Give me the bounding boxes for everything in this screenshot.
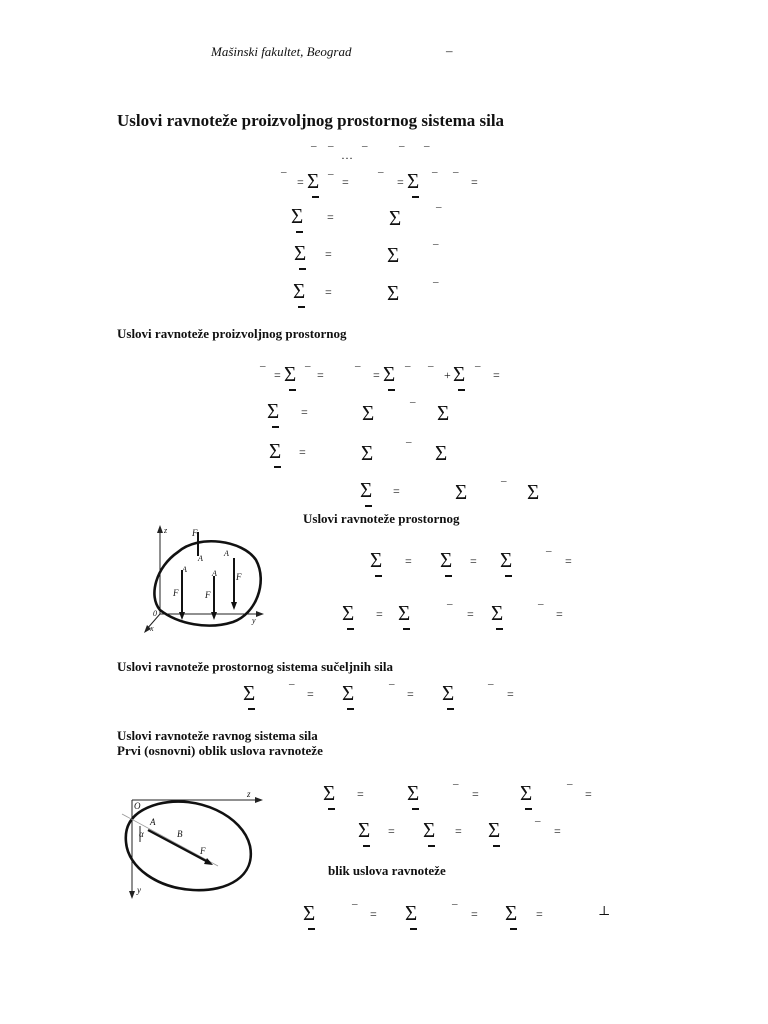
sum-sign: Σ	[362, 401, 375, 425]
parallel-forces-figure	[138, 522, 268, 637]
ellipsis: …	[341, 148, 353, 162]
eq-sign: =	[317, 368, 324, 382]
sum-sign: Σ	[267, 399, 280, 423]
point-label: B	[177, 829, 183, 839]
section-heading: Uslovi ravnoteže prostornog sistema sučeljnih sila	[117, 659, 393, 674]
sum-sign: Σ	[442, 681, 455, 705]
overbar: –	[410, 396, 416, 408]
sum-sign: Σ	[491, 601, 504, 625]
eq-sign: =	[472, 787, 479, 801]
point-label: A	[198, 554, 203, 563]
eq-sign: =	[397, 175, 404, 189]
section-heading: Prvi (osnovni) oblik uslova ravnoteže	[117, 743, 323, 758]
eq-sign: =	[357, 787, 364, 801]
eq-sign: =	[507, 687, 514, 701]
axis-z-label: z	[164, 526, 168, 535]
sum-sign: Σ	[342, 601, 355, 625]
overbar: –	[305, 360, 311, 372]
eq-sign: =	[393, 484, 400, 498]
overbar: –	[452, 898, 458, 910]
eq-sign: =	[455, 824, 462, 838]
sum-sign: Σ	[488, 818, 501, 842]
section-heading: Uslovi ravnoteže proizvoljnog prostornog	[117, 326, 347, 341]
sum-sign: Σ	[455, 480, 468, 504]
sum-sign: Σ	[370, 548, 383, 572]
overbar: –	[535, 815, 541, 827]
eq-sign: =	[467, 607, 474, 621]
eq-sign: =	[325, 285, 332, 299]
overbar: –	[453, 166, 459, 178]
force-label: F	[236, 572, 242, 582]
sum-sign: Σ	[342, 681, 355, 705]
force-label: F	[192, 528, 198, 538]
sum-sign: Σ	[269, 439, 282, 463]
axis-z-label: z	[247, 789, 251, 799]
overbar: –	[405, 360, 411, 372]
eq-sign: =	[536, 907, 543, 921]
overbar: –	[475, 360, 481, 372]
overbar: –	[406, 436, 412, 448]
eq-sign: =	[470, 554, 477, 568]
sum-sign: Σ	[437, 401, 450, 425]
eq-sign: =	[556, 607, 563, 621]
overbar: –	[328, 140, 334, 152]
overbar: –	[260, 360, 266, 372]
eq-sign: =	[297, 175, 304, 189]
overbar: –	[362, 140, 368, 152]
force-label: F	[200, 846, 206, 856]
eq-sign: =	[554, 824, 561, 838]
sum-sign: Σ	[505, 901, 518, 925]
sum-sign: Σ	[293, 279, 306, 303]
eq-sign: =	[299, 445, 306, 459]
eq-sign: =	[493, 368, 500, 382]
sum-sign: Σ	[405, 901, 418, 925]
origin-label: 0	[153, 609, 157, 618]
sum-sign: Σ	[398, 601, 411, 625]
origin-label: O	[134, 801, 141, 811]
eq-sign: =	[307, 687, 314, 701]
overbar: –	[567, 778, 573, 790]
sum-sign: Σ	[440, 548, 453, 572]
sum-sign: Σ	[453, 362, 466, 386]
overbar: –	[424, 140, 430, 152]
sum-sign: Σ	[307, 169, 320, 193]
overbar: –	[399, 140, 405, 152]
overbar: –	[378, 166, 384, 178]
overbar: –	[355, 360, 361, 372]
overbar: –	[501, 475, 507, 487]
sum-sign: Σ	[243, 681, 256, 705]
sum-sign: Σ	[423, 818, 436, 842]
page-title: Uslovi ravnoteže proizvoljnog prostornog sistema sila	[117, 111, 505, 130]
force-label: F	[205, 590, 211, 600]
angle-label: α	[139, 829, 144, 839]
overbar: –	[433, 238, 439, 250]
eq-sign: =	[370, 907, 377, 921]
eq-sign: =	[388, 824, 395, 838]
eq-sign: =	[471, 175, 478, 189]
sum-sign: Σ	[407, 169, 420, 193]
sum-sign: Σ	[527, 480, 540, 504]
sum-sign: Σ	[500, 548, 513, 572]
sum-sign: Σ	[407, 781, 420, 805]
plus-sign: +	[444, 368, 451, 382]
axis-x-label: x	[150, 624, 154, 633]
eq-sign: =	[471, 907, 478, 921]
eq-sign: =	[342, 175, 349, 189]
axis-y-label: y	[252, 616, 256, 625]
axis-y-label: y	[137, 885, 141, 895]
overbar: –	[328, 168, 334, 180]
eq-sign: =	[274, 368, 281, 382]
overbar: –	[488, 678, 494, 690]
overbar: –	[352, 898, 358, 910]
perpendicular-sign: ⊥	[598, 903, 611, 918]
overbar: –	[546, 545, 552, 557]
sum-sign: Σ	[294, 241, 307, 265]
overbar: –	[538, 598, 544, 610]
sum-sign: Σ	[291, 204, 304, 228]
overbar: –	[289, 678, 295, 690]
force-label: F	[173, 588, 179, 598]
eq-sign: =	[405, 554, 412, 568]
eq-sign: =	[373, 368, 380, 382]
sum-sign: Σ	[361, 441, 374, 465]
eq-sign: =	[407, 687, 414, 701]
sum-sign: Σ	[323, 781, 336, 805]
section-heading: Uslovi ravnoteže ravnog sistema sila	[117, 728, 318, 743]
eq-sign: =	[327, 210, 334, 224]
sum-sign: Σ	[389, 206, 402, 230]
overbar: –	[311, 140, 317, 152]
section-heading: Uslovi ravnoteže prostornog	[303, 511, 460, 526]
point-label: A	[150, 817, 156, 827]
overbar: –	[281, 166, 287, 178]
header-institution: Mašinski fakultet, Beograd	[211, 44, 352, 59]
sum-sign: Σ	[520, 781, 533, 805]
sum-sign: Σ	[303, 901, 316, 925]
header-dash: –	[446, 43, 453, 58]
point-label: A	[212, 569, 217, 578]
eq-sign: =	[585, 787, 592, 801]
eq-sign: =	[301, 405, 308, 419]
eq-sign: =	[376, 607, 383, 621]
sum-sign: Σ	[435, 441, 448, 465]
section-heading: blik uslova ravnoteže	[328, 863, 446, 878]
eq-sign: =	[565, 554, 572, 568]
eq-sign: =	[325, 247, 332, 261]
overbar: –	[428, 360, 434, 372]
sum-sign: Σ	[284, 362, 297, 386]
sum-sign: Σ	[360, 478, 373, 502]
sum-sign: Σ	[358, 818, 371, 842]
overbar: –	[447, 598, 453, 610]
sum-sign: Σ	[387, 281, 400, 305]
overbar: –	[453, 778, 459, 790]
overbar: –	[436, 201, 442, 213]
sum-sign: Σ	[383, 362, 396, 386]
overbar: –	[389, 678, 395, 690]
point-label: A	[182, 565, 187, 574]
point-label: A	[224, 549, 229, 558]
overbar: –	[432, 166, 438, 178]
overbar: –	[433, 276, 439, 288]
sum-sign: Σ	[387, 243, 400, 267]
